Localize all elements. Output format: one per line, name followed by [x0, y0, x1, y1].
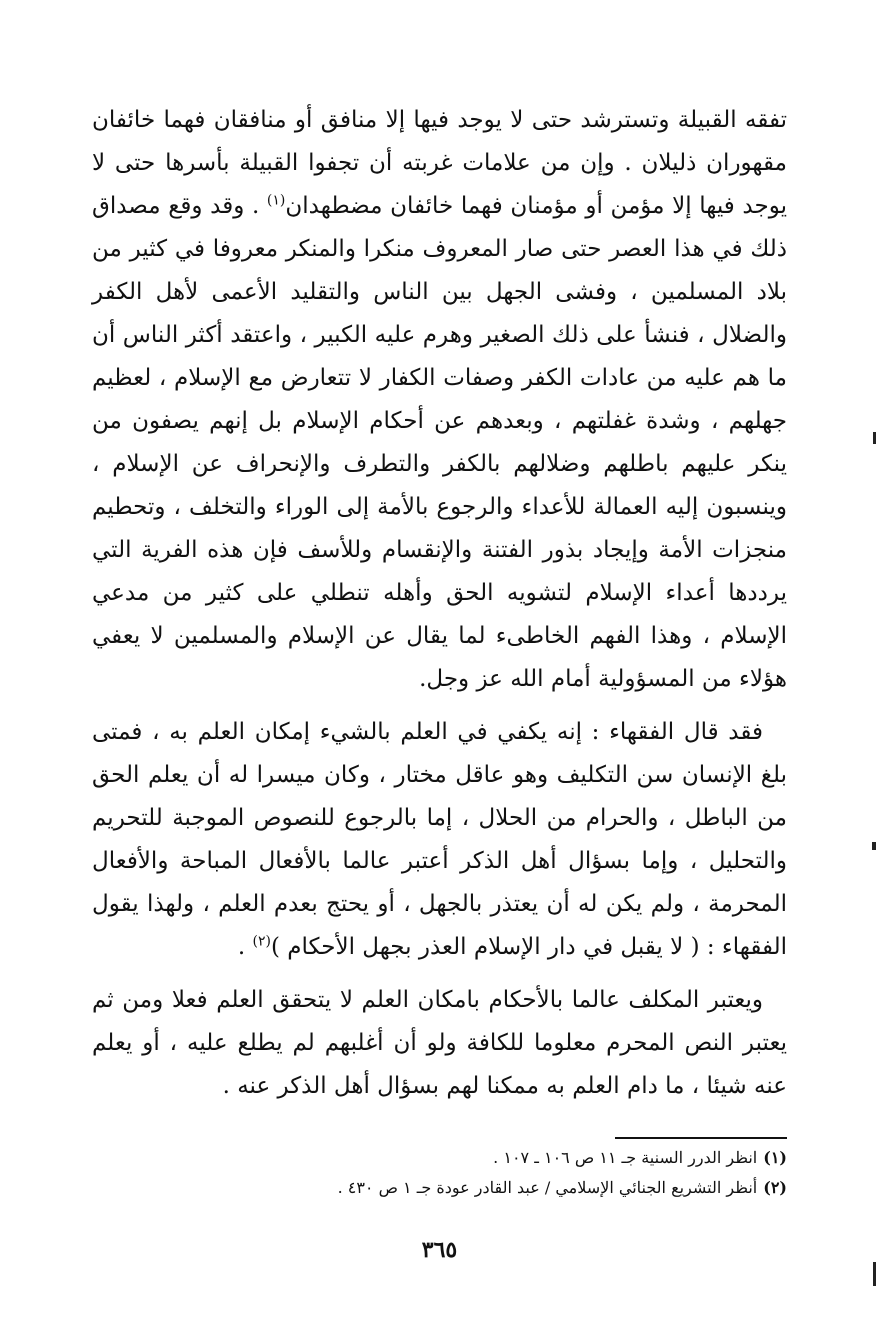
- book-page: [92, 95, 787, 1305]
- margin-mark: [872, 842, 876, 850]
- paragraph-1: تفقه القبيلة وتسترشد حتى لا يوجد فيها إلا منافق أو منافقان فهما خائفان مقهوران ذليلان . وإن من علامات غربته أن تجفوا القبيلة بأسرها حتى لا يوجد فيها إلا مؤمن أو مؤمنان فهما خائفان مضطهدان$^{(١)}$ . وقد وقع مصداق ذلك في هذا العصر حتى صار المعروف منكرا والمنكر معروفا في كثير من بلاد المسلمين ، وفشى الجهل بين الناس والتقليد الأعمى لأهل الكفر والضلال ، فنشأ على ذلك الصغير وهرم عليه الكبير ، واعتقد أكثر الناس أن ما هم عليه من عادات الكفر وصفات الكفار لا تتعارض مع الإسلام ، لعظيم جهلهم ، وشدة غفلتهم ، وبعدهم عن أحكام الإسلام بل إنهم يصفون من ينكر عليهم باطلهم وضلالهم بالكفر والتطرف والإنحراف عن الإسلام ، وينسبون إليه العمالة للأعداء والرجوع بالأمة إلى الوراء والتخلف ، وتحطيم منجزات الأمة وإيجاد بذور الفتنة والإنقسام وللأسف فإن هذه الفرية التي يرددها أعداء الإسلام لتشويه الحق وأهله تنطلي على كثير من مدعي الإسلام ، وهذا الفهم الخاطىء لما يقال عن الإسلام والمسلمين لا يعفي هؤلاء من المسؤولية أمام الله عز وجل.: [92, 107, 787, 692]
- footnote-2: (٢)أنظر التشريع الجنائي الإسلامي / عبد القادر عودة جـ ١ ص ٤٣٠ .: [337, 1178, 787, 1197]
- paragraph-2: فقد قال الفقهاء : إنه يكفي في العلم بالشيء إمكان العلم به ، فمتى بلغ الإنسان سن التكليف وهو عاقل مختار ، وكان ميسرا له أن يعلم الحق من الباطل ، والحرام من الحلال ، إما بالرجوع للنصوص الموجبة للتحريم والتحليل ، وإما بسؤال أهل الذكر أعتبر عالما بالأفعال المباحة والأفعال المحرمة ، ولم يكن له أن يعتذر بالجهل ، أو يحتج بعدم العلم ، ولهذا يقول الفقهاء : ( لا يقبل في دار الإسلام العذر بجهل الأحكام )$^{(٢)}$ .: [92, 719, 787, 960]
- page-number: ٣٦٥: [421, 1237, 458, 1263]
- footnote-ref-2: (٢): [252, 933, 272, 950]
- footnote-1: (١)انظر الدرر السنية جـ ١١ ص ١٠٦ ـ ١٠٧ .: [493, 1148, 787, 1167]
- paragraph-3: ويعتبر المكلف عالما بالأحكام بامكان العلم لا يتحقق العلم فعلا ومن ثم يعتبر النص المحرم معلوما للكافة ولو أن أغلبهم لم يطلع عليه ، أو يعلم عنه شيئا ، ما دام العلم به ممكنا لهم بسؤال أهل الذكر عنه .: [92, 987, 787, 1099]
- footnote-ref-1: (١): [266, 192, 286, 209]
- footnote-separator: [615, 1137, 787, 1139]
- footnotes: [92, 1143, 787, 1203]
